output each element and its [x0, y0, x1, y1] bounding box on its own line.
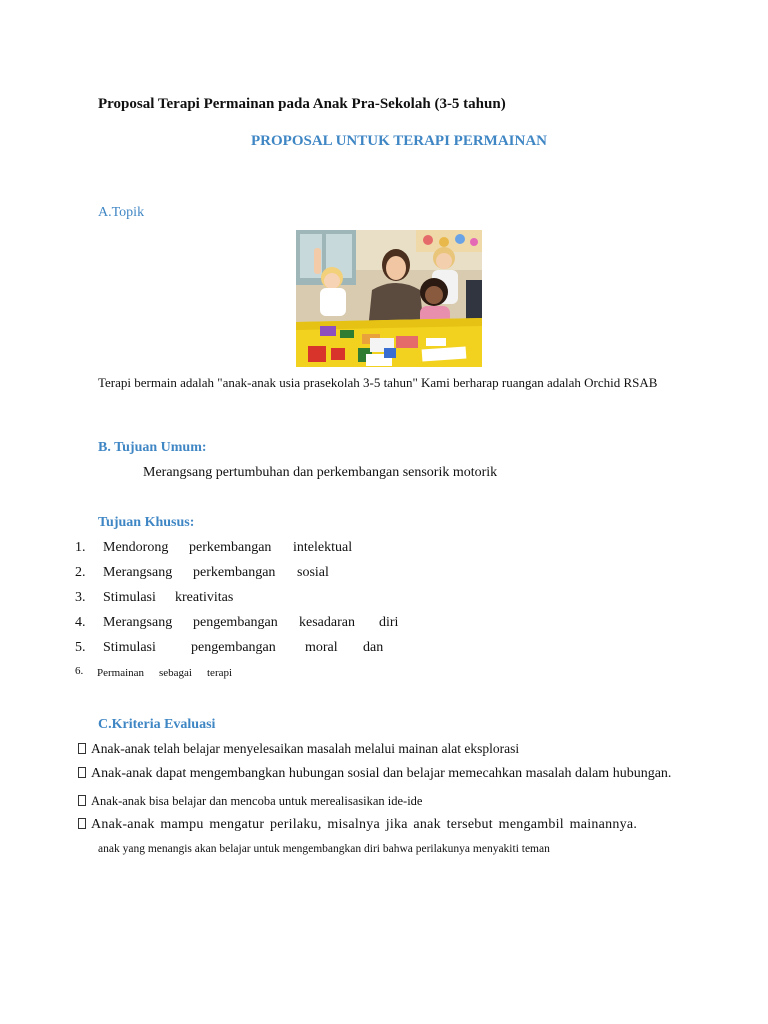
main-heading: PROPOSAL UNTUK TERAPI PERMAINAN	[251, 133, 547, 149]
criteria-final-line: anak yang menangis akan belajar untuk mengembangkan diri bahwa perilakunya menyakiti teman	[98, 843, 550, 855]
goal-word: Stimulasi	[103, 640, 156, 655]
goal-text	[103, 615, 398, 631]
goal-word: kreativitas	[175, 590, 234, 605]
goal-word: pengembangan	[193, 615, 278, 630]
criteria-item	[78, 741, 519, 757]
topic-description: Terapi bermain adalah "anak-anak usia prasekolah 3-5 tahun" Kami berharap ruangan adalah Orchid RSAB	[98, 375, 658, 390]
box-bullet-icon	[78, 767, 86, 778]
criteria-text: Anak-anak mampu mengatur perilaku, misalnya jika anak tersebut mengambil mainannya.	[91, 817, 638, 832]
goal-word: Permainan	[97, 667, 145, 679]
criteria-item	[78, 794, 422, 809]
goal-text	[103, 540, 352, 556]
criteria-text: Anak-anak telah belajar menyelesaikan masalah melalui mainan alat eksplorasi	[91, 741, 520, 756]
section-c-heading: C.Kriteria Evaluasi	[98, 717, 216, 732]
criteria-item	[78, 817, 637, 833]
criteria-text: Anak-anak dapat mengembangkan hubungan sosial dan belajar memecahkan masalah dalam hubungan.	[91, 766, 672, 781]
teacher-and-children-photo	[296, 230, 482, 367]
goal-text	[103, 565, 329, 581]
goal-word: diri	[379, 615, 399, 630]
goal-word: terapi	[207, 667, 233, 679]
goal-text	[103, 640, 383, 656]
goal-word: perkembangan	[189, 540, 272, 555]
goal-word: Merangsang	[103, 615, 173, 630]
document-title: Proposal Terapi Permainan pada Anak Pra-Sekolah (3-5 tahun)	[98, 96, 506, 112]
goal-word: sosial	[297, 565, 329, 580]
goal-word: dan	[363, 640, 384, 655]
goal-text	[103, 590, 233, 606]
goal-word: intelektual	[293, 540, 353, 555]
goal-number: 1.	[75, 540, 86, 555]
section-b-heading: B. Tujuan Umum:	[98, 440, 207, 455]
goal-text	[97, 667, 232, 679]
goal-number: 4.	[75, 615, 86, 630]
box-bullet-icon	[78, 743, 86, 754]
box-bullet-icon	[78, 818, 86, 829]
goal-word: Stimulasi	[103, 590, 156, 605]
criteria-item	[78, 766, 671, 782]
goal-number: 5.	[75, 640, 86, 655]
section-a-heading: A.Topik	[98, 205, 145, 220]
goal-word: Mendorong	[103, 540, 169, 555]
specific-goals-heading: Tujuan Khusus:	[98, 515, 195, 530]
goal-word: kesadaran	[299, 615, 355, 630]
general-goal-text: Merangsang pertumbuhan dan perkembangan sensorik motorik	[143, 465, 498, 480]
goal-word: sebagai	[159, 667, 192, 679]
goal-number: 6.	[75, 665, 84, 677]
goal-word: pengembangan	[191, 640, 276, 655]
goal-number: 3.	[75, 590, 86, 605]
goal-word: moral	[305, 640, 338, 655]
box-bullet-icon	[78, 795, 86, 806]
goal-word: Merangsang	[103, 565, 173, 580]
criteria-text: Anak-anak bisa belajar dan mencoba untuk merealisasikan ide-ide	[91, 794, 423, 808]
goal-number: 2.	[75, 565, 86, 580]
goal-word: perkembangan	[193, 565, 276, 580]
